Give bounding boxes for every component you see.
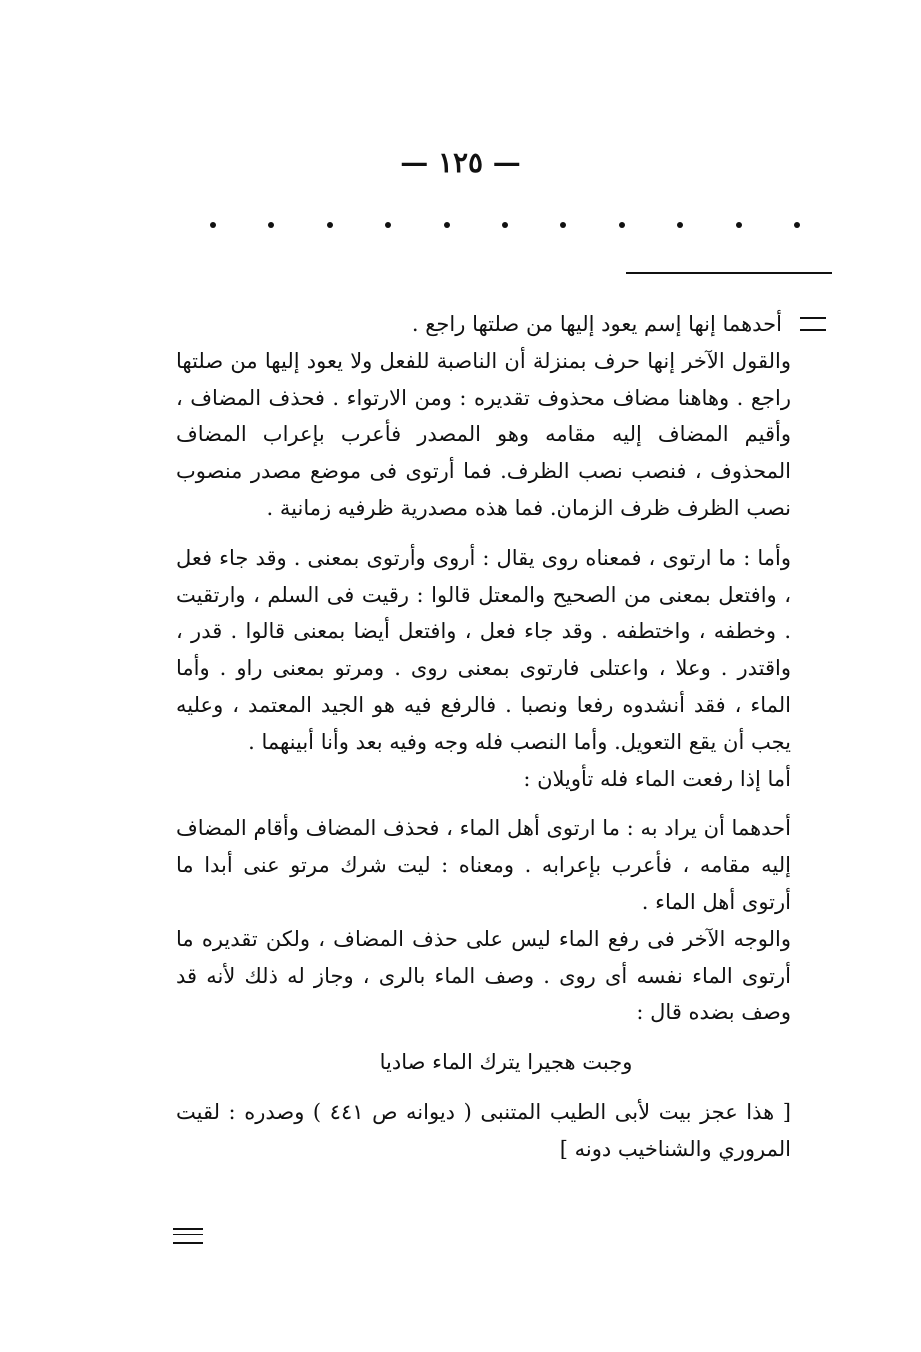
verse-line: وجبت هجيرا يترك الماء صاديا	[379, 1050, 633, 1075]
dot	[444, 222, 450, 228]
continuation-marker-icon	[800, 317, 826, 331]
footnote: [ هذا عجز بيت لأبى الطيب المتنبى ( ديوانه ص ٤٤١ ) وصدره : لقيت المروري والشناخيب دونه ]	[176, 1099, 792, 1161]
paragraph-3: وأما : ما ارتوى ، فمعناه روى يقال : أروى وأرتوى بمعنى . وقد جاء فعل ، وافتعل بمعنى من الصحيح والمعتل قالوا : رقيت فى السلم ، وارتقيت . وخطفه ، واختطفه . وقد جاء فعل ، وافتعل أيضا بمعنى قالوا . قدر ، واقتدر . وعلا ، واعتلى فارتوى بمعنى روى . ومرتو بمعنى راو . وأما الماء ، فقد أنشدوه رفعا ونصبا . فالرفع فيه هو الجيد المعتمد ، وعليه يجب أن يقع التعويل. وأما النصب فله وجه وفيه بعد وأنا أبينهما .	[176, 545, 791, 754]
paragraph-5: أحدهما أن يراد به : ما ارتوى أهل الماء ، فحذف المضاف وأقام المضاف إليه مقامه ، فأعرب بإعرابه . ومعناه : ليت شرك مرتو عنى أبدا ما أرتوى أهل الماء .	[176, 816, 791, 914]
dot	[619, 222, 625, 228]
dot	[677, 222, 683, 228]
paragraph-1	[176, 306, 836, 343]
body-text	[176, 306, 836, 1168]
dot	[794, 222, 800, 228]
dot	[736, 222, 742, 228]
paragraph-4: أما إذا رفعت الماء فله تأويلان :	[523, 766, 791, 791]
dot	[560, 222, 566, 228]
dot	[385, 222, 391, 228]
dot	[327, 222, 333, 228]
dot	[502, 222, 508, 228]
paragraph-6: والوجه الآخر فى رفع الماء ليس على حذف المضاف ، ولكن تقديره ما أرتوى الماء نفسه أى روى . وصف الماء بالرى ، وجاز له ذلك لأنه قد وصف بضده قال :	[176, 926, 791, 1025]
dot	[210, 222, 216, 228]
paragraph-2: والقول الآخر إنها حرف بمنزلة أن الناصبة للفعل ولا يعود إليها من صلتها راجع . وهاهنا مضاف محذوف تقديره : ومن الارتواء . فحذف المضاف ، وأقيم المضاف إليه مقامه وهو المصدر فأعرب بإعراب المضاف المحذوف ، فنصب نصب الظرف. فما أرتوى فى موضع مصدر منصوب نصب الظرف ظرف الزمان. فما هذه مصدرية ظرفيه زمانية .	[176, 348, 791, 520]
section-rule	[626, 272, 832, 274]
paragraph-1-text: أحدهما إنها إسم يعود إليها من صلتها راجع .	[411, 312, 782, 336]
page-number: — ١٢٥ —	[400, 146, 521, 179]
ellipsis-dots	[210, 222, 800, 228]
dot	[268, 222, 274, 228]
page-end-marker-icon	[173, 1228, 203, 1244]
